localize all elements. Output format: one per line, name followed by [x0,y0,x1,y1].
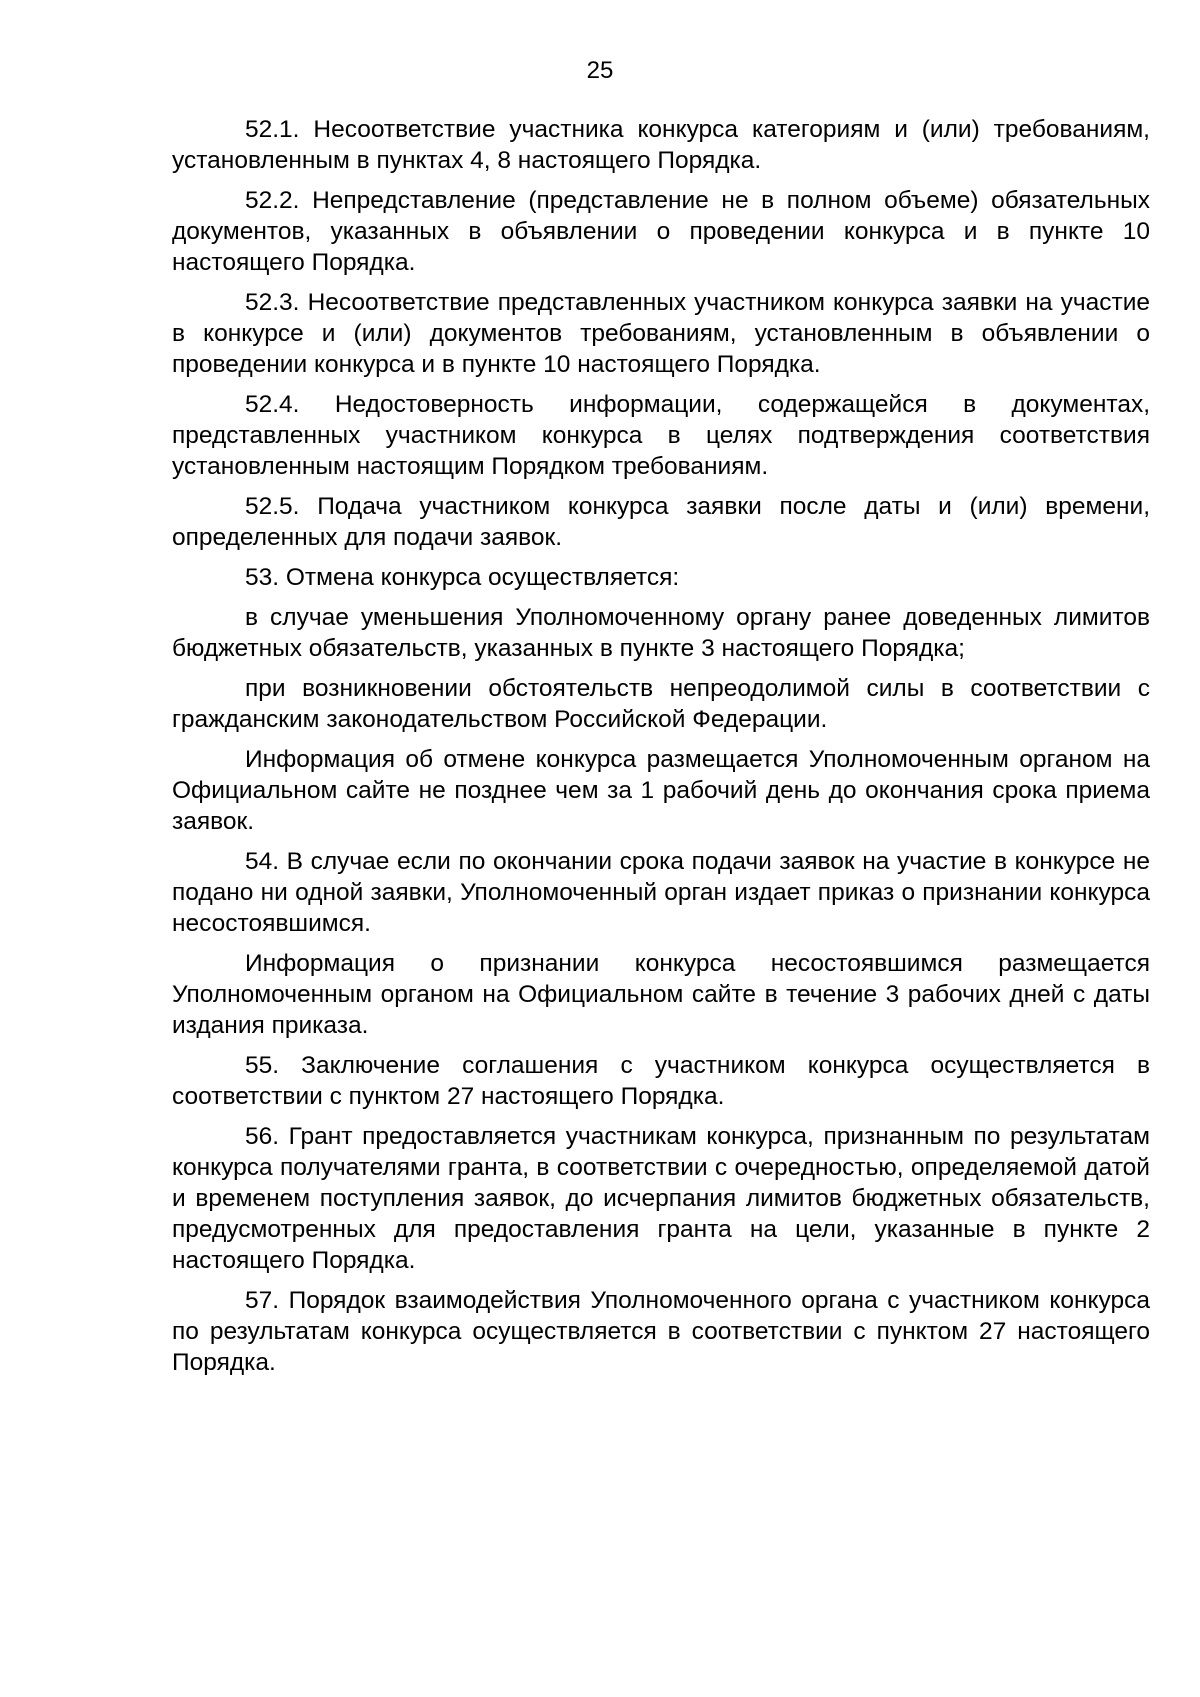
paragraph-52-2: 52.2. Непредставление (представление не в полном объеме) обязательных документов, указанных в объявлении о проведении конкурса и в пункте 10 настоящего Порядка. [172,187,1150,276]
page-number: 25 [586,57,614,84]
paragraph-53-cancellation-info: Информация об отмене конкурса размещается Уполномоченным органом на Официальном сайте не позднее чем за 1 рабочий день до окончания срока приема заявок. [172,746,1150,835]
paragraph-54-info: Информация о признании конкурса несостоявшимся размещается Уполномоченным органом на Официальном сайте в течение 3 рабочих дней с даты издания приказа. [172,950,1150,1039]
paragraph-52-3: 52.3. Несоответствие представленных участником конкурса заявки на участие в конкурсе и (или) документов требованиям, установленным в объявлении о проведении конкурса и в пункте 10 настоящего Порядка. [172,289,1150,378]
paragraph-53-case-force-majeure: при возникновении обстоятельств непреодолимой силы в соответствии с гражданским законодательством Российской Федерации. [172,675,1150,733]
paragraph-52-1: 52.1. Несоответствие участника конкурса категориям и (или) требованиям, установленным в пунктах 4, 8 настоящего Порядка. [172,116,1150,174]
document-body [172,114,1150,1387]
paragraph-56: 56. Грант предоставляется участникам конкурса, признанным по результатам конкурса получателями гранта, в соответствии с очередностью, определяемой датой и временем поступления заявок, до исчерпания лимитов бюджетных обязательств, предусмотренных для предоставления гранта на цели, указанные в пункте 2 настоящего Порядка. [172,1123,1150,1274]
paragraph-53-case-limits: в случае уменьшения Уполномоченному органу ранее доведенных лимитов бюджетных обязательств, указанных в пункте 3 настоящего Порядка; [172,604,1150,662]
paragraph-54: 54. В случае если по окончании срока подачи заявок на участие в конкурсе не подано ни одной заявки, Уполномоченный орган издает приказ о признании конкурса несостоявшимся. [172,848,1150,937]
paragraph-53: 53. Отмена конкурса осуществляется: [245,564,680,591]
paragraph-55: 55. Заключение соглашения с участником конкурса осуществляется в соответствии с пунктом 27 настоящего Порядка. [172,1052,1150,1110]
paragraph-52-4: 52.4. Недостоверность информации, содержащейся в документах, представленных участником конкурса в целях подтверждения соответствия установленным настоящим Порядком требованиям. [172,391,1150,480]
paragraph-52-5: 52.5. Подача участником конкурса заявки после даты и (или) времени, определенных для подачи заявок. [172,493,1150,551]
paragraph-57: 57. Порядок взаимодействия Уполномоченного органа с участником конкурса по результатам конкурса осуществляется в соответствии с пунктом 27 настоящего Порядка. [172,1287,1150,1376]
